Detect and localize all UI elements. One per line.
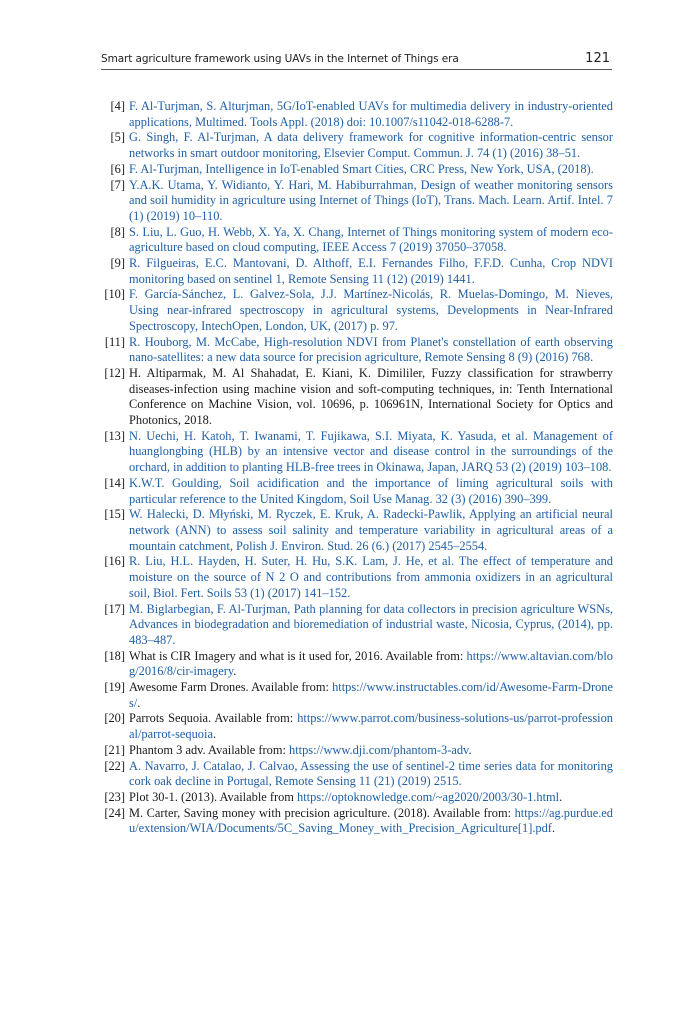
reference-link[interactable]: F. García-Sánchez, L. Galvez-Sola, J.J. Martínez-Nicolás, R. Muelas-Domingo, M. Nieves, Using near-infrared spectroscopy in agricultural systems, Developments in Near-Infrared Spectroscopy, IntechOpen, London, UK, (2017) p. 97. <box>129 287 613 333</box>
reference-item <box>101 99 613 130</box>
reference-item <box>101 178 613 225</box>
reference-number: [6] <box>110 161 125 176</box>
reference-link[interactable]: K.W.T. Goulding, Soil acidification and the importance of liming agricultural soils with particular reference to the United Kingdom, Soil Use Manag. 32 (3) (2016) 390–399. <box>129 475 613 506</box>
reference-text: H. Altiparmak, M. Al Shahadat, E. Kiani, K. Dimililer, Fuzzy classification for strawberry diseases-infection using machine vision and soft-computing techniques, in: Tenth International Conference on Machine Vision, vol. 10696, p. 106961N, International Society for Optics and Photonics, 2018. <box>129 365 613 428</box>
reference-item <box>101 287 613 334</box>
reference-item <box>101 130 613 161</box>
running-title: Smart agriculture framework using UAVs in the Internet of Things era <box>101 53 459 65</box>
reference-text: Phantom 3 adv. Available from: <box>129 742 290 757</box>
reference-link[interactable]: R. Liu, H.L. Hayden, H. Suter, H. Hu, S.K. Lam, J. He, et al. The effect of temperature and moisture on the source of N 2 O and contributions from ammonia oxidizers in an agricultural soil, Biol. Fert. Soils 53 (1) (2017) 141–152. <box>129 554 613 600</box>
reference-number: [23] <box>104 789 125 804</box>
reference-number: [11] <box>104 334 125 349</box>
reference-number: [21] <box>104 742 125 757</box>
reference-url-link[interactable]: https://www.altavian.com/blog/2016/8/cir-imagery <box>129 648 613 679</box>
reference-number: [8] <box>110 224 125 239</box>
reference-number: [14] <box>104 475 125 490</box>
reference-item <box>101 476 613 507</box>
reference-link[interactable]: Y.A.K. Utama, Y. Widianto, Y. Hari, M. Habiburrahman, Design of weather monitoring sensors and soil humidity in agriculture using Internet of Things (IoT), Trans. Mach. Learn. Artif. Intel. 7 (1) (2019) 10–110. <box>129 177 613 223</box>
reference-link[interactable]: S. Liu, L. Guo, H. Webb, X. Ya, X. Chang, Internet of Things monitoring system of modern eco-agriculture based on cloud computing, IEEE Access 7 (2019) 37050–37058. <box>129 224 613 255</box>
reference-text: Awesome Farm Drones. Available from: <box>129 680 333 695</box>
reference-number: [12] <box>104 365 125 380</box>
reference-text: Parrots Sequoia. Available from: <box>129 711 298 726</box>
reference-item <box>101 743 613 759</box>
reference-number: [9] <box>110 256 125 271</box>
reference-item <box>101 335 613 366</box>
reference-link[interactable]: N. Uechi, H. Katoh, T. Iwanami, T. Fujikawa, S.I. Miyata, K. Yasuda, et al. Management of huanglongbing (HLB) by an intensive vector and disease control in the surroundings of the orchard, in addition to planting HLB-free trees in Okinawa, Japan, JARQ 53 (2) (2019) 103–108. <box>129 428 613 475</box>
reference-item <box>101 602 613 649</box>
reference-item <box>101 649 613 680</box>
reference-url-link[interactable]: https://www.instructables.com/id/Awesome-Farm-Drones/ <box>129 680 613 710</box>
reference-text: What is CIR Imagery and what is it used for, 2016. Available from: <box>129 648 467 663</box>
reference-number: [24] <box>104 805 125 820</box>
reference-link[interactable]: F. Al-Turjman, S. Alturjman, 5G/IoT-enabled UAVs for multimedia delivery in industry-oriented applications, Multimed. Tools Appl. (2018) doi: 10.1007/s11042-018-6288-7. <box>129 99 613 129</box>
reference-link[interactable]: R. Houborg, M. McCabe, High-resolution NDVI from Planet's constellation of earth observing nano-satellites: a new data source for precision agriculture, Remote Sensing 8 (9) (2016) 768. <box>129 334 613 365</box>
reference-number: [10] <box>104 287 125 302</box>
reference-item <box>101 225 613 256</box>
reference-item <box>101 790 613 806</box>
reference-url-link[interactable]: https://ag.purdue.edu/extension/WIA/Documents/5C_Saving_Money_with_Precision_Agriculture[1].pdf <box>129 805 613 836</box>
reference-link[interactable]: A. Navarro, J. Catalao, J. Calvao, Assessing the use of sentinel-2 time series data for monitoring cork oak decline in Portugal, Remote Sensing 11 (21) (2019) 2515. <box>129 758 613 789</box>
reference-number: [22] <box>104 758 125 773</box>
reference-item <box>101 256 613 287</box>
reference-tail: . <box>212 727 217 742</box>
reference-tail: . <box>468 742 472 757</box>
reference-link[interactable]: R. Filgueiras, E.C. Mantovani, D. Althoff, E.I. Fernandes Filho, F.F.D. Cunha, Crop NDVI monitoring based on sentinel 1, Remote Sensing 11 (12) (2019) 1441. <box>129 256 613 286</box>
reference-number: [18] <box>104 648 125 663</box>
reference-item <box>101 162 613 178</box>
reference-number: [20] <box>104 711 125 726</box>
reference-tail: . <box>137 695 141 710</box>
reference-number: [13] <box>104 428 125 443</box>
reference-number: [19] <box>104 680 125 695</box>
reference-text: Plot 30-1. (2013). Available from <box>129 789 298 804</box>
reference-tail: . <box>559 789 563 804</box>
reference-item <box>101 759 613 790</box>
reference-item <box>101 711 613 742</box>
reference-url-link[interactable]: https://optoknowledge.com/~ag2020/2003/30-1.html <box>297 789 560 804</box>
reference-tail: . <box>551 821 556 836</box>
page-number: 121 <box>585 51 610 66</box>
reference-item <box>101 366 613 429</box>
reference-item <box>101 507 613 554</box>
reference-url-link[interactable]: https://www.dji.com/phantom-3-adv <box>289 742 469 757</box>
reference-number: [17] <box>104 601 125 616</box>
reference-link[interactable]: F. Al-Turjman, Intelligence in IoT-enabled Smart Cities, CRC Press, New York, USA, (2018). <box>129 161 594 176</box>
reference-item <box>101 554 613 601</box>
reference-link[interactable]: M. Biglarbegian, F. Al-Turjman, Path planning for data collectors in precision agriculture WSNs, Advances in biodegradation and bioremediation of industrial waste, Nicosia, Cyprus, (2014), pp. 483–487. <box>129 601 613 647</box>
reference-text: M. Carter, Saving money with precision agriculture. (2018). Available from: <box>129 805 515 820</box>
reference-link[interactable]: W. Halecki, D. Młyński, M. Ryczek, E. Kruk, A. Radecki-Pawlik, Applying an artificial neural network (ANN) to assess soil salinity and temperature variability in agricultural areas of a mountain catchment, Polish J. Environ. Stud. 26 (6.) (2017) 2545–2554. <box>129 507 613 553</box>
reference-number: [7] <box>110 177 125 192</box>
reference-number: [16] <box>104 554 125 569</box>
running-header <box>101 51 612 70</box>
reference-link[interactable]: G. Singh, F. Al-Turjman, A data delivery framework for cognitive information-centric sensor networks in smart outdoor monitoring, Elsevier Comput. Commun. J. 74 (1) (2016) 38–51. <box>129 130 613 161</box>
reference-number: [4] <box>110 99 125 113</box>
reference-number: [15] <box>104 507 125 522</box>
reference-item <box>101 806 613 837</box>
reference-item <box>101 680 613 711</box>
reference-list <box>101 99 613 837</box>
reference-item <box>101 429 613 476</box>
reference-url-link[interactable]: https://www.parrot.com/business-solutions-us/parrot-professional/parrot-sequoia <box>129 711 613 742</box>
reference-tail: . <box>233 664 237 679</box>
reference-number: [5] <box>110 130 125 145</box>
